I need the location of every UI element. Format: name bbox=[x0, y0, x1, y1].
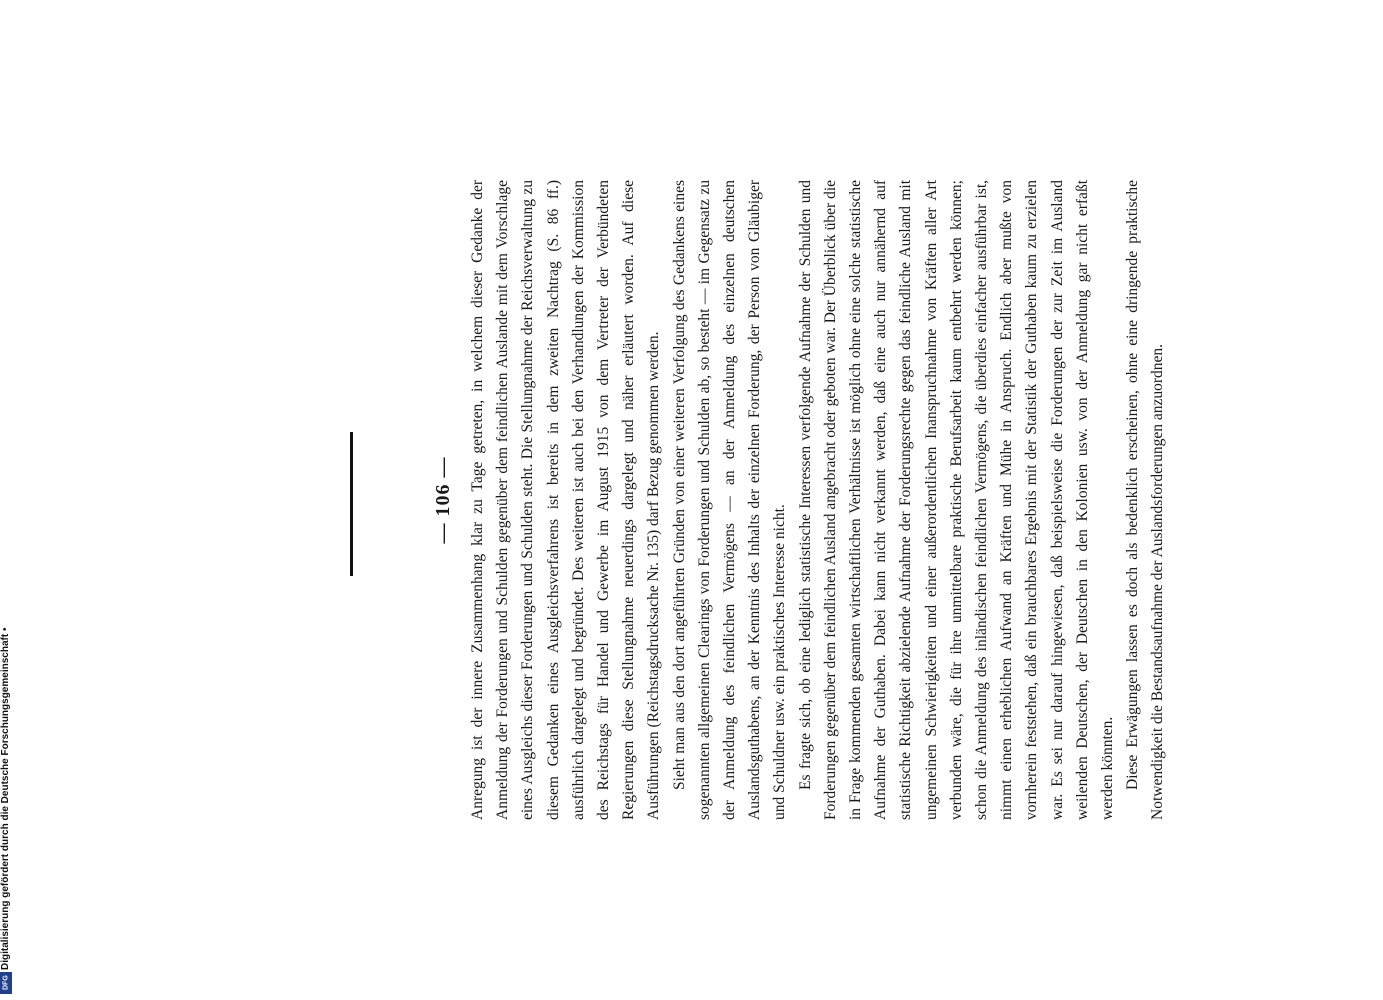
paragraph-2: Sieht man aus den dort angeführten Gründen von einer weiteren Verfolgung des Gedankens eines sogenannten allgemeinen Clearings von Forderungen und Schulden ab, so besteht — im Gegensatz zu der Anmeldung des feindlichen Vermögens — an der Anmeldung des einzelnen deutschen Auslandsguthabens, an der Kenntnis des Inhalts der einzelnen Forderung, der Person von Gläubiger und Schuldner usw. ein praktisches Interesse nicht. bbox=[670, 180, 789, 820]
digitization-credit bbox=[0, 0, 12, 1000]
dfg-logo-icon: DFG bbox=[0, 972, 12, 994]
page-number-header: — 106 — bbox=[432, 456, 454, 544]
separator-rule bbox=[350, 432, 353, 576]
paragraph-1: Anregung ist der innere Zusammenhang klar zu Tage getreten, in welchem dieser Gedanke der Anmeldung der Forderungen und Schulden gegenüber dem feindlichen Auslande mit dem Vorschlage eines Ausgleichs dieser Forderungen und Schulden steht. Die Stellungnahme der Reichsverwaltung zu diesem Gedanken eines Ausgleichsverfahrens ist bereits in dem zweiten Nachtrag (S. 86 ff.) ausführlich dargelegt und begründet. Des weiteren ist auch bei den Verhandlungen der Kommission des Reichstags für Handel und Gewerbe im August 1915 von dem Vertreter der Verbündeten Regierungen diese Stellungnahme neuerdings dargelegt und näher erläutert worden. Auf diese Ausführungen (Reichstagsdrucksache Nr. 135) darf Bezug genommen werden. bbox=[469, 180, 663, 820]
credit-text: Digitalisierung gefördert durch die Deutsche Forschungsgemeinschaft • bbox=[0, 627, 11, 970]
paragraph-4: Diese Erwägungen lassen es doch als bedenklich erscheinen, ohne eine dringende praktische Notwendigkeit die Bestandsaufnahme der Auslandsforderungen anzuordnen. bbox=[1124, 180, 1167, 820]
page-inner bbox=[432, 180, 1222, 820]
rotated-page-block bbox=[432, 179, 1167, 970]
page-text bbox=[432, 180, 1222, 820]
paragraph-3: Es fragte sich, ob eine lediglich statistische Interessen verfolgende Aufnahme der Schulden und Forderungen gegenüber dem feindlichen Ausland angebracht oder geboten war. Der Überblick über die in Frage kommenden gesamten wirtschaftlichen Verhältnisse ist möglich ohne eine solche statistische Aufnahme der Guthaben. Dabei kann nicht verkannt werden, daß eine auch nur annähernd auf statistische Richtigkeit abzielende Aufnahme der Forderungsrechte gegen das feindliche Ausland mit ungemeinen Schwierigkeiten und einer außerordentlichen Inanspruchnahme von Kräften aller Art verbunden wäre, die für ihre unmittelbare praktische Berufsarbeit kaum entbehrt werden können; schon die Anmeldung des inländischen feindlichen Vermögens, die überdies einfacher ausführbar ist, nimmt einen erheblichen Aufwand an Kräften und Mühe in Anspruch. Endlich aber mußte von vornherein feststehen, daß ein brauchbares Ergebnis mit der Statistik der Guthaben kaum zu erzielen war. Es sei nur darauf hingewiesen, daß beispielsweise die Forderungen der zur Zeit im Ausland weilenden Deutschen, der Deutschen in den Kolonien usw. von der Anmeldung gar nicht erfaßt werden könnten. bbox=[796, 179, 1117, 820]
